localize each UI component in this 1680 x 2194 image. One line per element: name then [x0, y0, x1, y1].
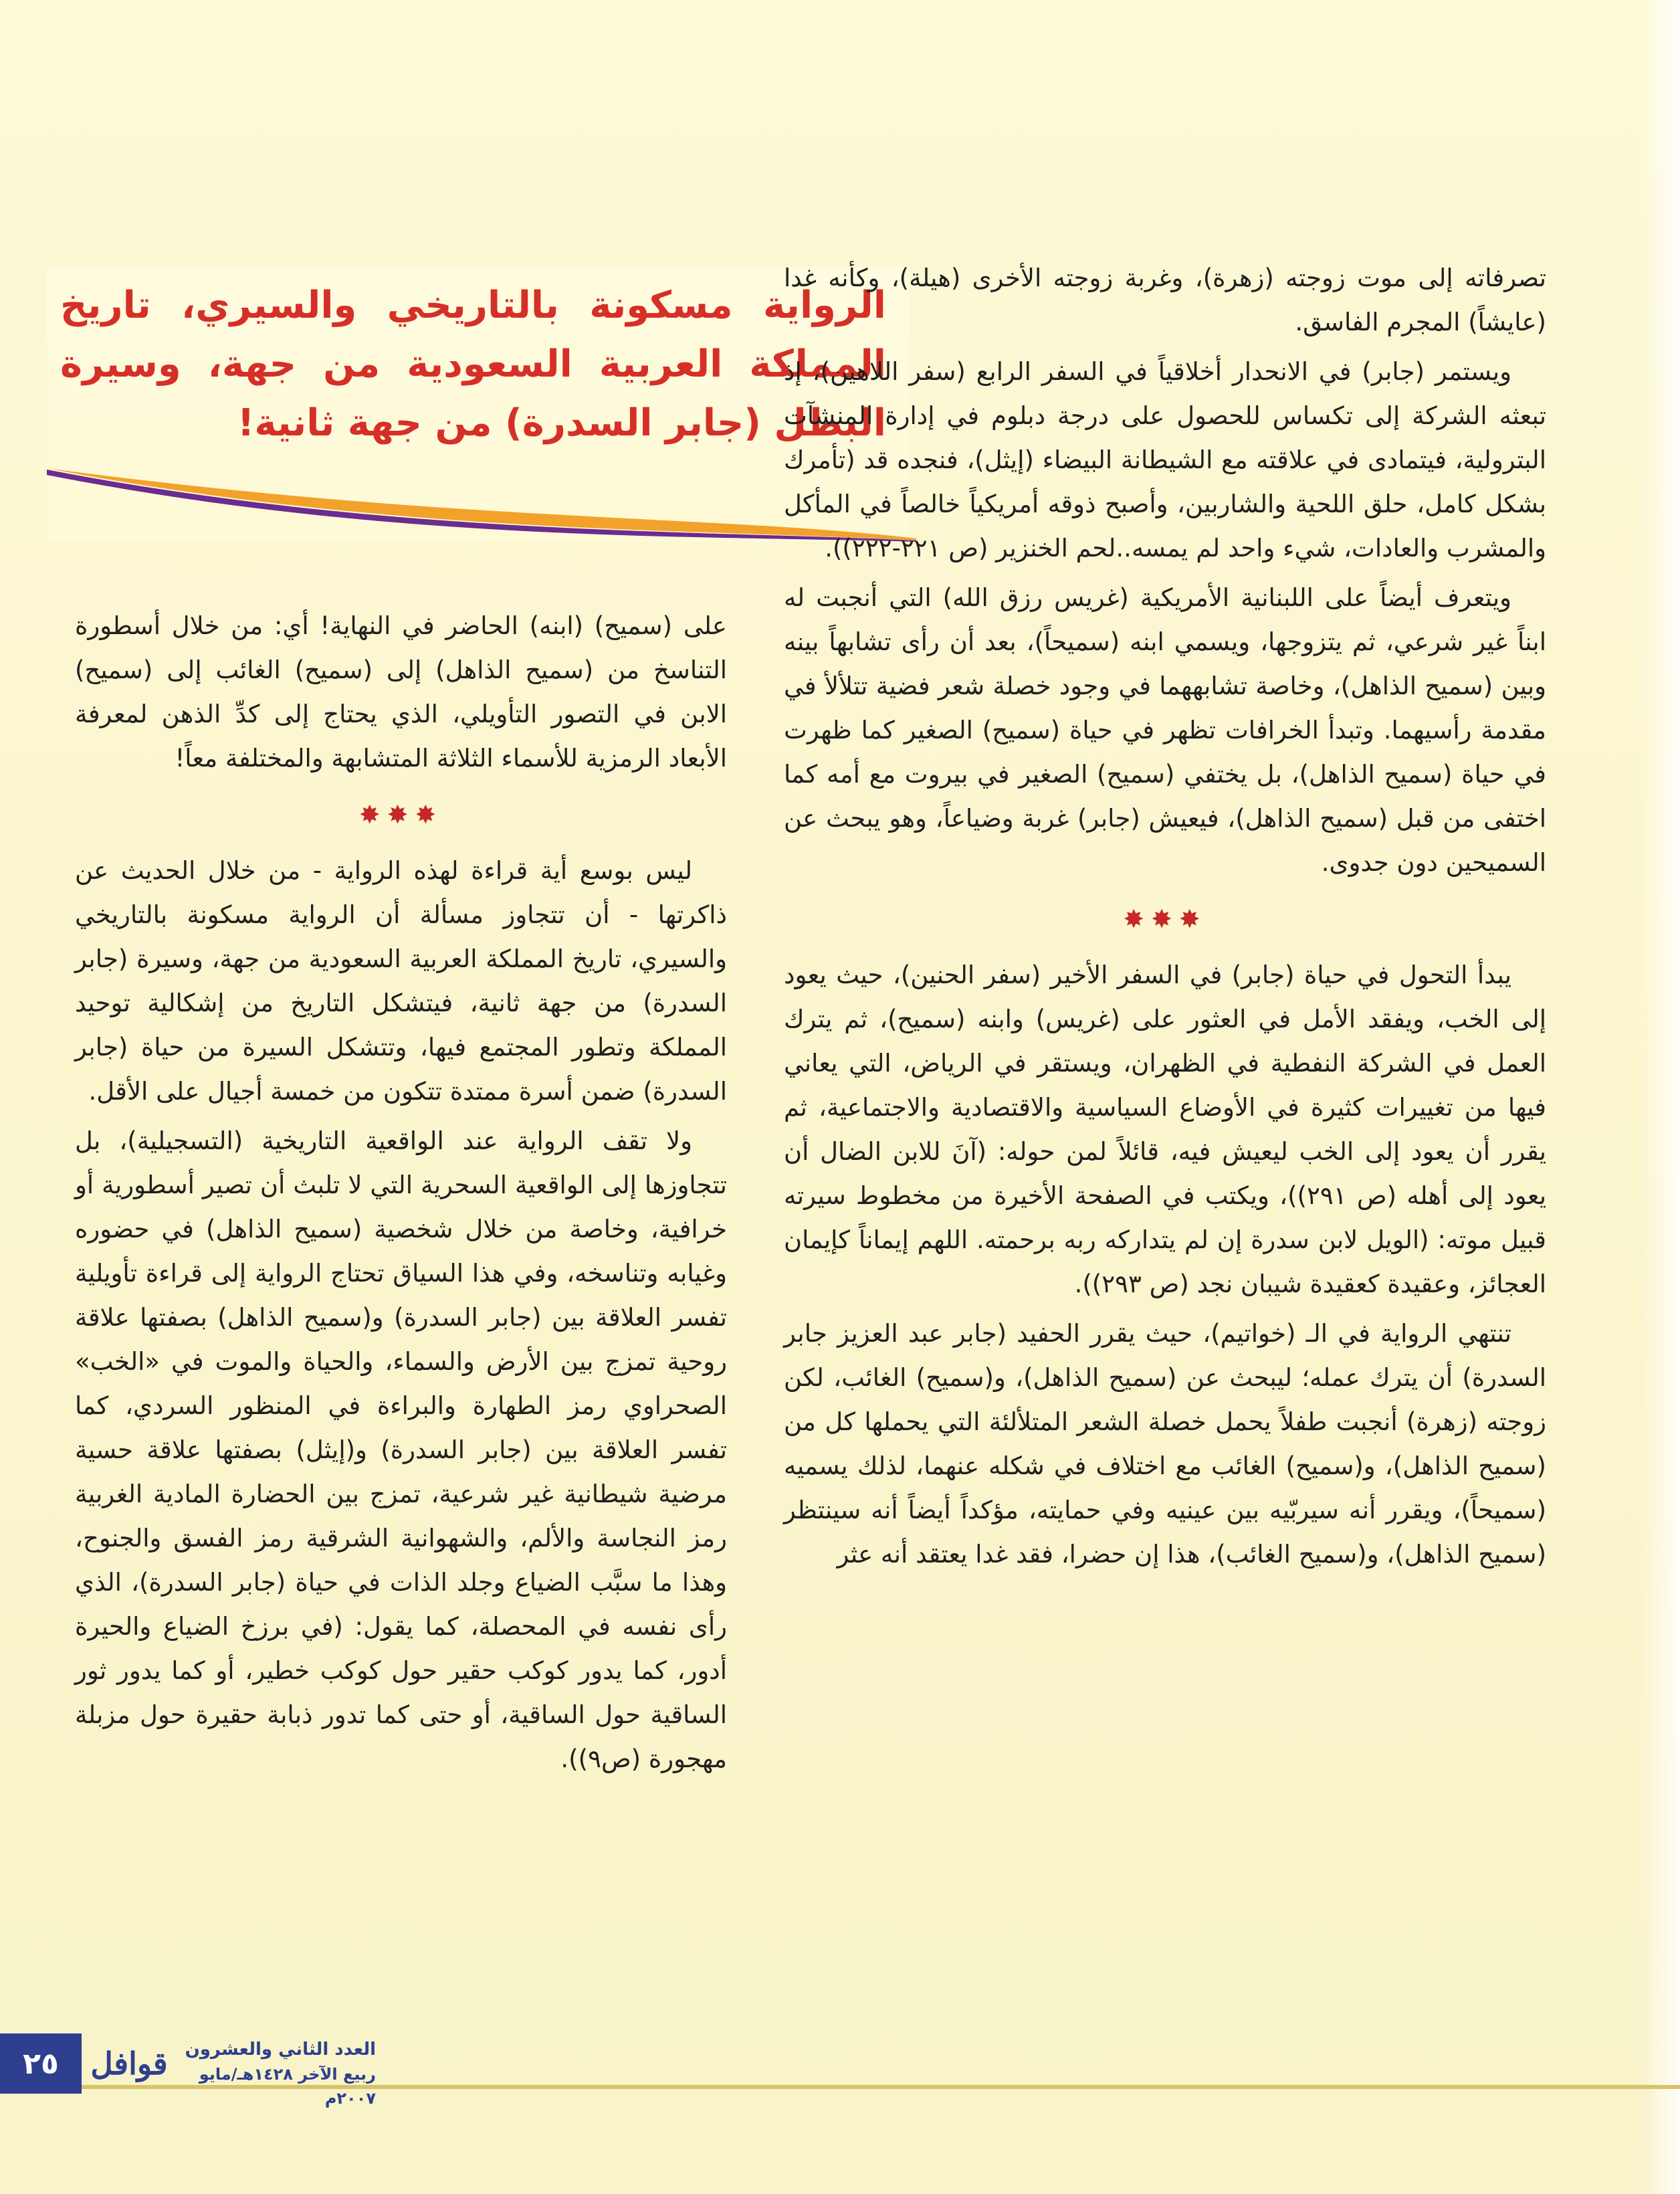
paragraph: ولا تقف الرواية عند الواقعية التاريخية (التسجيلية)، بل تتجاوزها إلى الواقعية السحرية التي لا تلبث أن تصير أسطورية أو خرافية، وخاصة من خلال شخصية (سميح الذاهل) في حضوره وغيابه وتناسخه، وفي هذا السياق تحتاج الرواية إلى قراءة تأويلية تفسر العلاقة بين (جابر السدرة) و(سميح الذاهل) بصفتها علاقة روحية تمزج بين الأرض والسماء، والحياة والموت في «الخب» الصحراوي رمز الطهارة والبراءة في المنظور السردي، كما تفسر العلاقة بين (جابر السدرة) و(إيثل) بصفتها علاقة حسية مرضية شيطانية غير شرعية، تمزج بين الحضارة المادية الغربية رمز النجاسة والألم، والشهوانية الشرقية رمز الفسق والجنوح، وهذا ما سبَّب الضياع وجلد الذات في حياة (جابر السدرة)، الذي رأى نفسه في المحصلة، كما يقول: (في برزخ الضياع والحيرة أدور، كما يدور كوكب حقير حول كوكب خطير، أو كما يدور ثور الساقية حول الساقية، أو حتى كما تدور ذبابة حقيرة حول مزبلة مهجورة (ص٩)). [75, 1126, 727, 1773]
paragraph: على (سميح) (ابنه) الحاضر في النهاية! أي: من خلال أسطورة التناسخ من (سميح الذاهل) إلى (سميح) الغائب إلى (سميح) الابن في التصور التأويلي، الذي يحتاج إلى كدِّ الذهن لمعرفة الأبعاد الرمزية للأسماء الثلاثة المتشابهة والمختلفة معاً! [75, 611, 727, 773]
logo-text: قوافل [90, 2046, 168, 2082]
paragraph: ليس بوسع أية قراءة لهذه الرواية - من خلال الحديث عن ذاكرتها - أن تتجاوز مسألة أن الرواية مسكونة بالتاريخي والسيري، تاريخ المملكة العربية السعودية من جهة، وسيرة (جابر السدرة) من جهة ثانية، فيتشكل التاريخ من إشكالية توحيد المملكة وتطور المجتمع فيها، وتتشكل السيرة من حياة (جابر السدرة) ضمن أسرة ممتدة تتكون من خمسة أجيال على الأقل. [75, 856, 727, 1106]
issue-date: ربيع الآخر ١٤٢٨هـ/مايو ٢٠٠٧م [199, 2065, 376, 2108]
magazine-logo [86, 2035, 173, 2092]
page-edge [1640, 0, 1680, 2194]
article-column-left [75, 604, 727, 1787]
section-divider-stars: ✸✸✸ [1123, 904, 1207, 934]
paragraph: ويستمر (جابر) في الانحدار أخلاقياً في السفر الرابع (سفر اللاهين)، إذ تبعثه الشركة إلى تكساس للحصول على درجة دبلوم في إدارة المنشآت البترولية، فيتمادى في علاقته مع الشيطانة البيضاء (إيثل)، فنجده قد (تأمرك بشكل كامل، حلق اللحية والشاربين، وأصبح ذوقه أمريكياً خالصاً في المأكل والمشرب والعادات، شيء واحد لم يمسه..لحم الخنزير (ص ٢٢١-٢٢٢)). [784, 357, 1546, 563]
paragraph: يبدأ التحول في حياة (جابر) في السفر الأخير (سفر الحنين)، حيث يعود إلى الخب، ويفقد الأمل في العثور على (غريس) وابنه (سميح)، ثم يترك العمل في الشركة النفطية في الظهران، ويستقر في الرياض، التي يعاني فيها من تغييرات كثيرة في الأوضاع السياسية والاقتصادية والاجتماعية، ثم يقرر أن يعود إلى الخب ليعيش فيه، قائلاً لمن حوله: (آنَ للابن الضال أن يعود إلى أهله (ص ٢٩١))، ويكتب في الصفحة الأخيرة من مخطوط سيرته قبيل موته: (الويل لابن سدرة إن لم يتداركه ربه برحمته. اللهم إيماناً كإيمان العجائز، وعقيدة كعقيدة شيبان نجد (ص ٢٩٣)). [784, 961, 1546, 1298]
article-column-right [784, 256, 1546, 1582]
section-divider-stars: ✸✸✸ [358, 800, 443, 829]
paragraph: تصرفاته إلى موت زوجته (زهرة)، وغربة زوجته الأخرى (هيلة)، وكأنه غدا (عايشاً) المجرم الفاسق. [784, 264, 1546, 336]
issue-info [175, 2037, 376, 2110]
pull-quote-text: الرواية مسكونة بالتاريخي والسيري، تاريخ المملكة العربية السعودية من جهة، وسيرة البطل (جابر السدرة) من جهة ثانية! [60, 284, 886, 445]
issue-number: العدد الثاني والعشرون [185, 2039, 376, 2060]
paragraph: ويتعرف أيضاً على اللبنانية الأمريكية (غريس رزق الله) التي أنجبت له ابناً غير شرعي، ثم يتزوجها، ويسمي ابنه (سميحاً)، بعد أن رأى تشابهاً بينه وبين (سميح الذاهل)، وخاصة تشابههما في وجود خصلة شعر فضية تتلألأ في مقدمة رأسيهما. وتبدأ الخرافات تظهر في حياة (سميح) الصغير كما ظهرت في حياة (سميح الذاهل)، بل يختفي (سميح) الصغير في بيروت مع أمه كما اختفى من قبل (سميح الذاهل)، فيعيش (جابر) غربة وضياعاً، وهو يبحث عن السميحين دون جدوى. [784, 583, 1546, 877]
paragraph: تنتهي الرواية في الـ (خواتيم)، حيث يقرر الحفيد (جابر عبد العزيز جابر السدرة) أن يترك عمله؛ ليبحث عن (سميح الذاهل)، و(سميح) الغائب، لكن زوجته (زهرة) أنجبت طفلاً يحمل خصلة الشعر المتلألئة التي يحملها كل من (سميح الذاهل)، و(سميح) الغائب مع اختلاف في شكله عنهما، لذلك يسميه (سميحاً)، ويقرر أنه سيربّيه بين عينيه وفي حمايته، مؤكداً أيضاً أنه سينتظر (سميح الذاهل)، و(سميح الغائب)، هذا إن حضرا، فقد غدا يعتقد أنه عثر [784, 1319, 1546, 1569]
page-number: ٢٥ [0, 2033, 82, 2094]
